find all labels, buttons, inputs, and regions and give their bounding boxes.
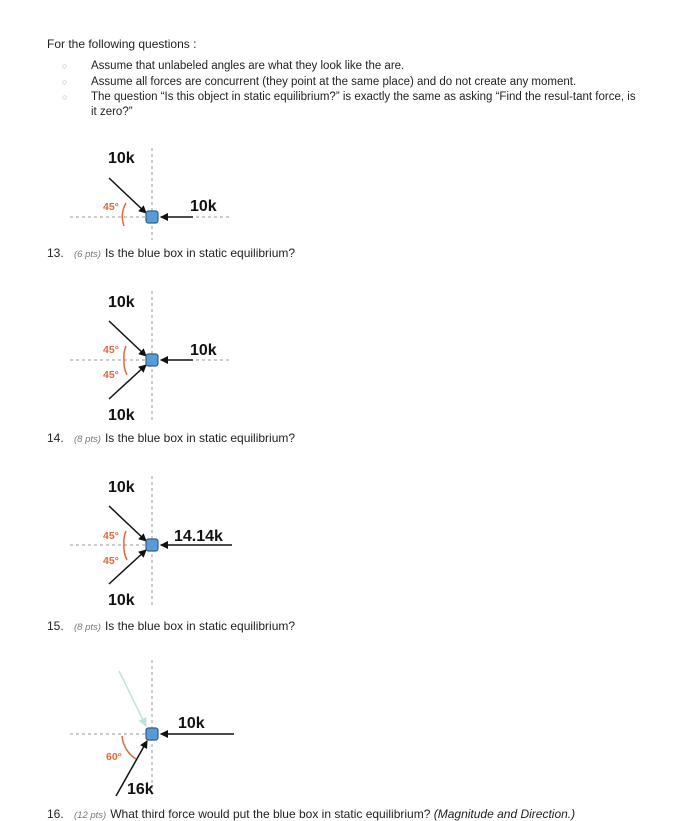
blue-box <box>146 728 158 740</box>
angle-label: 60° <box>106 751 122 763</box>
angle-arc <box>122 203 126 226</box>
angle-arc <box>124 346 126 360</box>
figure-15 <box>0 468 677 613</box>
force-label: 10k <box>178 715 205 732</box>
bullet-icon: ○ <box>62 61 68 71</box>
force-label: 10k <box>108 479 135 496</box>
angle-arc <box>124 360 127 375</box>
blue-box <box>146 354 158 366</box>
force-label: 10k <box>108 592 135 609</box>
figure-14 <box>0 283 677 428</box>
list-item: ○ Assume all forces are concurrent (they point at the same place) and do not create any moment. <box>62 75 577 88</box>
force-label: 10k <box>108 150 135 167</box>
figure-13 <box>0 140 677 240</box>
force-label: 10k <box>108 407 135 424</box>
angle-label: 45° <box>103 555 119 567</box>
blue-box <box>146 539 158 551</box>
intro-text: For the following questions : <box>47 37 197 51</box>
angle-arc <box>124 545 127 560</box>
angle-arc <box>124 531 126 545</box>
angle-label: 45° <box>103 530 119 542</box>
ghost-force-arrow <box>119 671 146 726</box>
question-14: 14. (8 pts) Is the blue box in static equilibrium? <box>47 431 296 445</box>
force-label: 14.14k <box>174 528 223 545</box>
angle-label: 45° <box>103 369 119 381</box>
bullet-icon: ○ <box>62 92 68 102</box>
list-item: ○ Assume that unlabeled angles are what they look like the are. <box>62 60 405 72</box>
angle-label: 45° <box>103 344 119 356</box>
force-label: 10k <box>190 342 217 359</box>
force-label: 10k <box>108 294 135 311</box>
figure-16 <box>0 655 677 800</box>
angle-arc <box>122 736 136 759</box>
list-item: ○ The question “Is this object in static equilibrium?” is exactly the same as asking “Find the resul-tant force, is it zero?” <box>62 91 636 118</box>
assumptions-list <box>62 59 642 120</box>
force-label: 10k <box>190 198 217 215</box>
bullet-icon: ○ <box>62 76 68 87</box>
question-15: 15. (8 pts) Is the blue box in static equilibrium? <box>47 619 296 633</box>
angle-label: 45° <box>103 201 119 213</box>
force-label: 16k <box>127 781 154 798</box>
question-13: 13. (6 pts) Is the blue box in static equilibrium? <box>47 246 296 260</box>
blue-box <box>146 211 158 223</box>
question-16: 16. (12 pts) What third force would put the blue box in static equilibrium? (Magnitude and Direction.) <box>47 807 576 821</box>
